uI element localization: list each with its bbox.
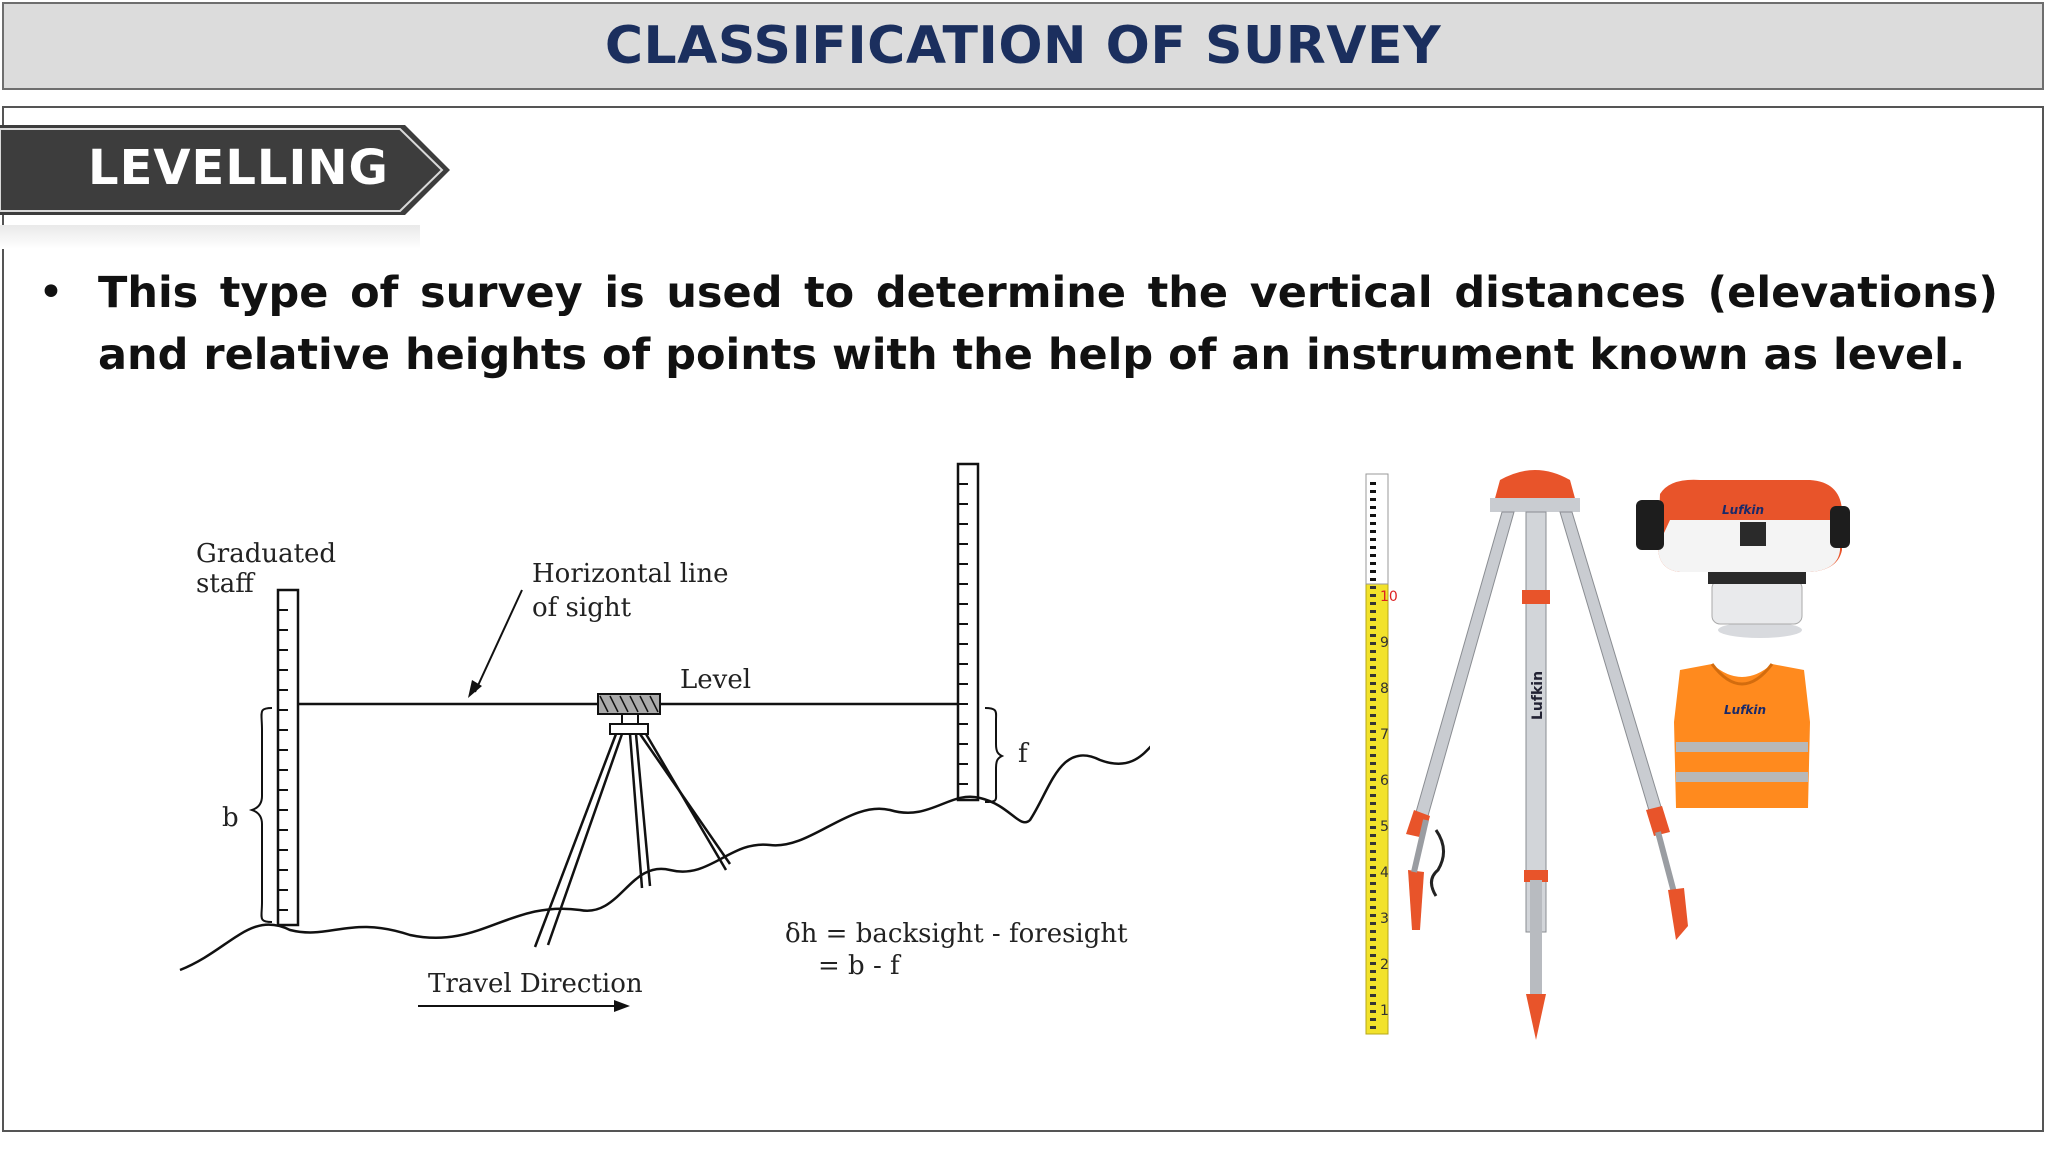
staff-number: 5 xyxy=(1380,819,1389,835)
staff-mark xyxy=(1370,866,1376,869)
leveling-staff xyxy=(1366,474,1398,1034)
tripod-brand: Lufkin xyxy=(1530,670,1546,720)
f-label: f xyxy=(1018,739,1028,769)
staff-mark xyxy=(1370,802,1376,805)
staff-mark xyxy=(1370,562,1376,565)
staff-mark xyxy=(1370,650,1376,653)
staff-mark xyxy=(1370,1026,1376,1029)
staff-label-line2: staff xyxy=(196,569,254,599)
staff-mark xyxy=(1370,570,1376,573)
travel-arrow-head xyxy=(614,1000,630,1012)
staff-mark xyxy=(1370,882,1376,885)
bullet-icon: • xyxy=(38,267,64,318)
staff-mark xyxy=(1370,602,1376,605)
staff-mark xyxy=(1370,538,1376,541)
staff-mark xyxy=(1370,978,1376,981)
staff-mark xyxy=(1370,610,1376,613)
staff-mark xyxy=(1370,922,1376,925)
staff-mark xyxy=(1370,706,1376,709)
title-bar xyxy=(2,2,2044,90)
staff-mark xyxy=(1370,626,1376,629)
staff-number: 2 xyxy=(1380,957,1389,973)
staff-mark xyxy=(1370,794,1376,797)
staff-mark xyxy=(1370,874,1376,877)
staff-label-line1: Graduated xyxy=(196,539,337,569)
staff-mark xyxy=(1370,994,1376,997)
brace-b xyxy=(252,708,272,922)
staff-mark xyxy=(1370,666,1376,669)
staff-number: 3 xyxy=(1380,911,1389,927)
staff-mark xyxy=(1370,690,1376,693)
sight-pointer xyxy=(475,590,522,692)
staff-mark xyxy=(1370,514,1376,517)
staff-number: 8 xyxy=(1380,681,1389,697)
staff-mark xyxy=(1370,970,1376,973)
staff-mark xyxy=(1370,698,1376,701)
staff-mark xyxy=(1370,898,1376,901)
staff-mark xyxy=(1370,938,1376,941)
staff-mark xyxy=(1370,578,1376,581)
staff-mark xyxy=(1370,634,1376,637)
vest-brand: Lufkin xyxy=(1724,703,1767,717)
staff-mark xyxy=(1370,786,1376,789)
staff-mark xyxy=(1370,746,1376,749)
staff-mark xyxy=(1370,850,1376,853)
staff-mark xyxy=(1370,506,1376,509)
staff-mark xyxy=(1370,586,1376,589)
staff-mark xyxy=(1370,914,1376,917)
staff-mark xyxy=(1370,962,1376,965)
sight-label-line2: of sight xyxy=(532,593,632,623)
staff-mark xyxy=(1370,1002,1376,1005)
staff-mark xyxy=(1370,842,1376,845)
level-label: Level xyxy=(680,665,752,695)
left-staff xyxy=(278,590,298,925)
staff-mark xyxy=(1370,722,1376,725)
staff-mark xyxy=(1370,986,1376,989)
slide-title: CLASSIFICATION OF SURVEY xyxy=(604,16,1442,76)
formula-line2: = b - f xyxy=(818,951,900,981)
staff-mark xyxy=(1370,730,1376,733)
equipment-illustration xyxy=(1340,460,1860,1060)
staff-mark xyxy=(1370,818,1376,821)
travel-label: Travel Direction xyxy=(428,969,643,999)
tripod xyxy=(1406,470,1688,1040)
staff-mark xyxy=(1370,930,1376,933)
staff-mark xyxy=(1370,490,1376,493)
staff-mark xyxy=(1370,498,1376,501)
b-label: b xyxy=(222,803,239,833)
staff-mark xyxy=(1370,762,1376,765)
staff-mark xyxy=(1370,1018,1376,1021)
safety-vest xyxy=(1674,664,1810,808)
staff-mark xyxy=(1370,954,1376,957)
staff-mark xyxy=(1370,738,1376,741)
staff-number: 7 xyxy=(1380,727,1389,743)
staff-mark xyxy=(1370,770,1376,773)
levelling-diagram xyxy=(150,440,1150,1040)
brace-f xyxy=(985,708,1002,802)
staff-mark xyxy=(1370,906,1376,909)
staff-mark xyxy=(1370,482,1376,485)
staff-mark xyxy=(1370,674,1376,677)
staff-mark xyxy=(1370,778,1376,781)
staff-mark xyxy=(1370,546,1376,549)
staff-mark xyxy=(1370,554,1376,557)
staff-mark xyxy=(1370,858,1376,861)
staff-number: 10 xyxy=(1380,589,1398,605)
staff-mark xyxy=(1370,522,1376,525)
staff-number: 6 xyxy=(1380,773,1389,789)
staff-mark xyxy=(1370,810,1376,813)
staff-mark xyxy=(1370,714,1376,717)
staff-mark xyxy=(1370,946,1376,949)
section-tag-label: LEVELLING xyxy=(88,140,389,196)
staff-number: 4 xyxy=(1380,865,1389,881)
staff-mark xyxy=(1370,642,1376,645)
section-tag-shadow xyxy=(0,225,420,249)
staff-mark xyxy=(1370,530,1376,533)
section-tag xyxy=(0,125,450,215)
staff-mark xyxy=(1370,618,1376,621)
bullet-point xyxy=(38,262,1998,386)
staff-number: 9 xyxy=(1380,635,1389,651)
staff-mark xyxy=(1370,658,1376,661)
auto-level-instrument xyxy=(1636,480,1850,638)
sight-label-line1: Horizontal line xyxy=(532,559,729,589)
staff-mark xyxy=(1370,890,1376,893)
right-staff xyxy=(958,464,978,800)
staff-mark xyxy=(1370,826,1376,829)
staff-mark xyxy=(1370,754,1376,757)
staff-number: 1 xyxy=(1380,1003,1389,1019)
bullet-text: This type of survey is used to determine the vertical distances (elevations) and relative heights of points with the help of an instrument known as level. xyxy=(98,268,1998,380)
staff-mark xyxy=(1370,834,1376,837)
staff-mark xyxy=(1370,1010,1376,1013)
formula-line1: δh = backsight - foresight xyxy=(785,919,1128,949)
staff-mark xyxy=(1370,682,1376,685)
staff-mark xyxy=(1370,594,1376,597)
level-brand: Lufkin xyxy=(1722,503,1765,517)
